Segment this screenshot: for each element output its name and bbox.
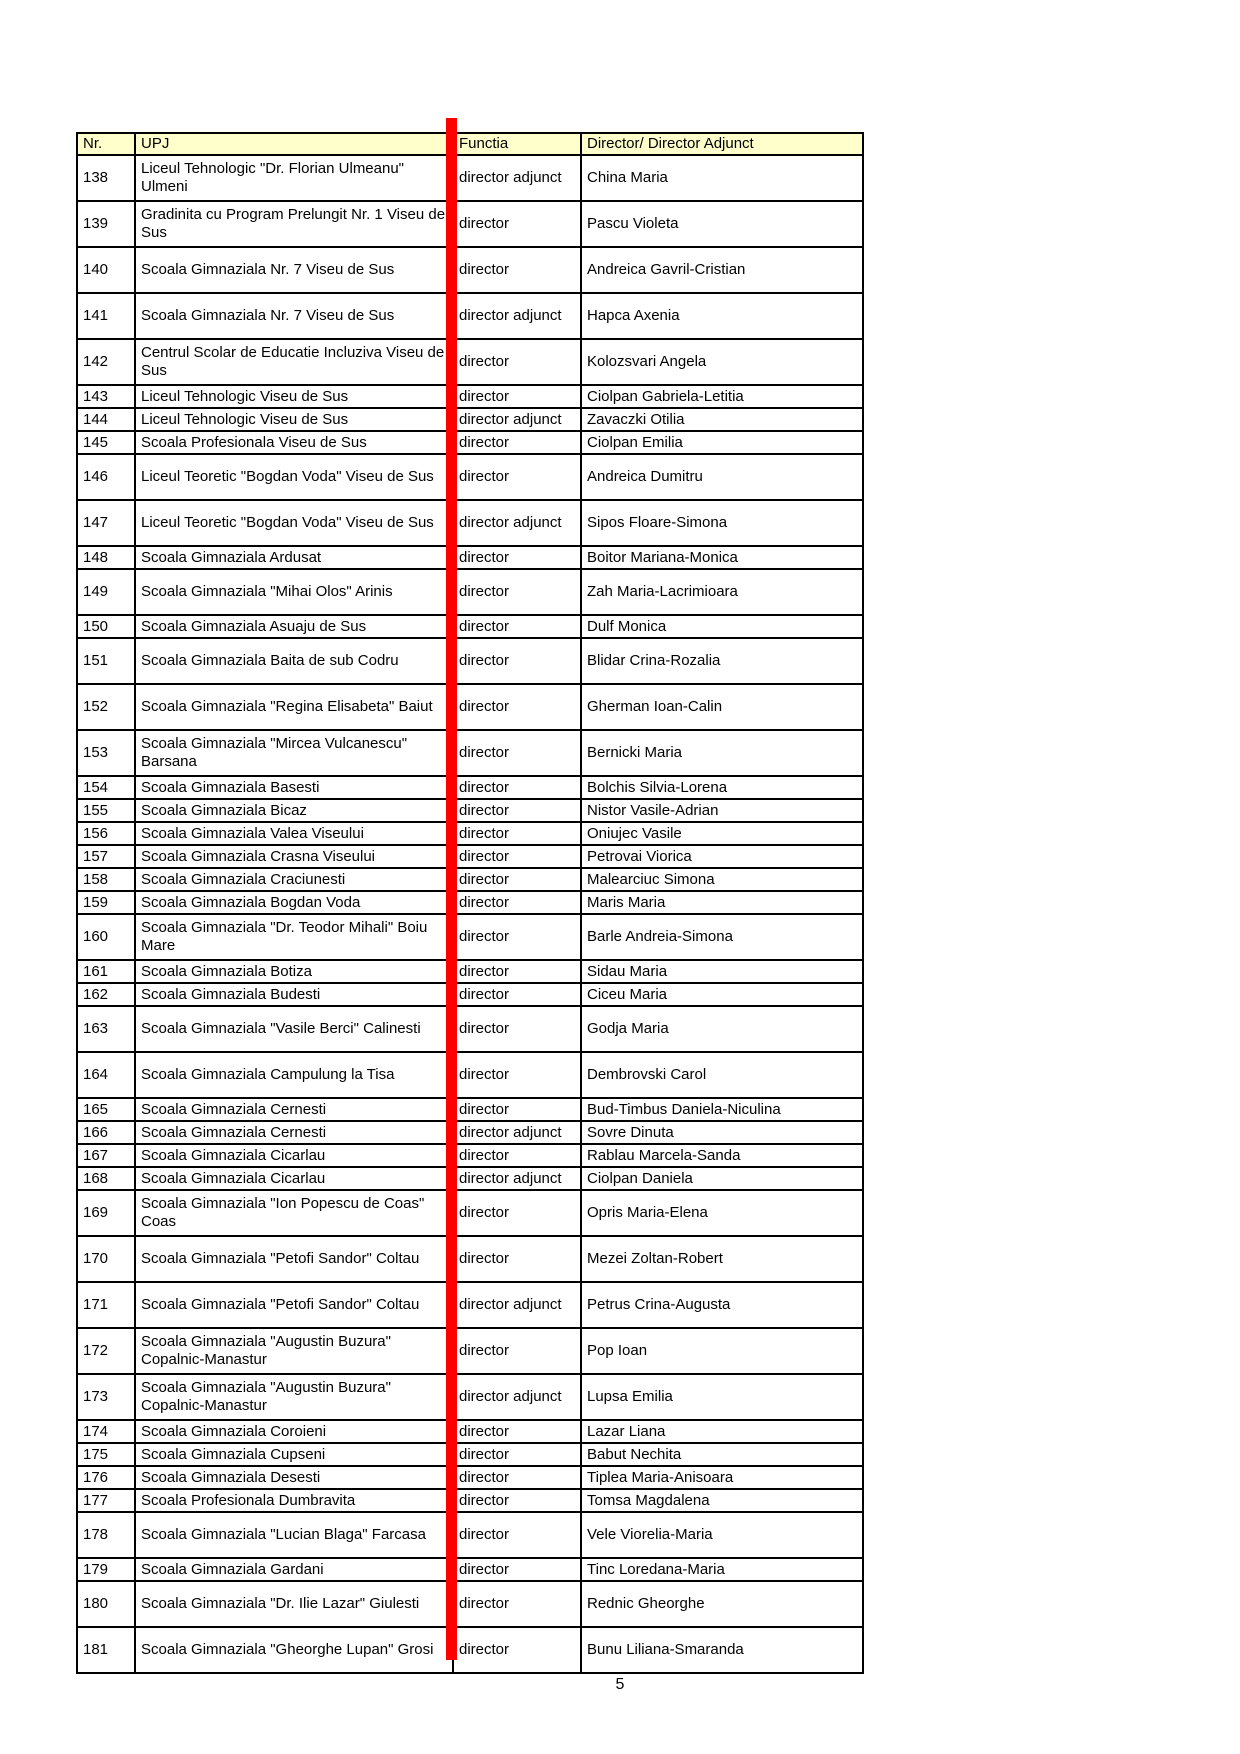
cell-upj: Scoala Gimnaziala Budesti xyxy=(135,983,453,1006)
cell-functia: director xyxy=(453,1558,581,1581)
cell-upj: Scoala Gimnaziala Desesti xyxy=(135,1466,453,1489)
cell-director: China Maria xyxy=(581,155,863,201)
cell-director: Malearciuc Simona xyxy=(581,868,863,891)
cell-nr: 156 xyxy=(77,822,135,845)
cell-upj: Scoala Gimnaziala Nr. 7 Viseu de Sus xyxy=(135,247,453,293)
table-row xyxy=(77,960,863,983)
cell-nr: 146 xyxy=(77,454,135,500)
cell-nr: 148 xyxy=(77,546,135,569)
cell-director: Kolozsvari Angela xyxy=(581,339,863,385)
cell-functia: director xyxy=(453,1144,581,1167)
cell-upj: Scoala Gimnaziala Valea Viseului xyxy=(135,822,453,845)
table-row xyxy=(77,1466,863,1489)
table-row xyxy=(77,684,863,730)
cell-director: Sipos Floare-Simona xyxy=(581,500,863,546)
cell-functia: director xyxy=(453,868,581,891)
table-row xyxy=(77,247,863,293)
cell-nr: 173 xyxy=(77,1374,135,1420)
cell-nr: 142 xyxy=(77,339,135,385)
cell-director: Rablau Marcela-Sanda xyxy=(581,1144,863,1167)
cell-upj: Scoala Gimnaziala Bicaz xyxy=(135,799,453,822)
cell-functia: director xyxy=(453,454,581,500)
cell-upj: Centrul Scolar de Educatie Incluziva Viseu de Sus xyxy=(135,339,453,385)
table-row xyxy=(77,293,863,339)
cell-nr: 176 xyxy=(77,1466,135,1489)
table-row xyxy=(77,983,863,1006)
cell-upj: Scoala Gimnaziala Botiza xyxy=(135,960,453,983)
cell-nr: 180 xyxy=(77,1581,135,1627)
cell-functia: director xyxy=(453,960,581,983)
cell-functia: director xyxy=(453,1581,581,1627)
cell-functia: director xyxy=(453,1098,581,1121)
header-upj: UPJ xyxy=(135,133,453,155)
table-row xyxy=(77,1558,863,1581)
table-row xyxy=(77,201,863,247)
table-row xyxy=(77,546,863,569)
cell-nr: 170 xyxy=(77,1236,135,1282)
cell-nr: 171 xyxy=(77,1282,135,1328)
cell-functia: director xyxy=(453,638,581,684)
cell-nr: 178 xyxy=(77,1512,135,1558)
directors-table xyxy=(76,132,864,1674)
cell-nr: 168 xyxy=(77,1167,135,1190)
cell-functia: director xyxy=(453,730,581,776)
cell-director: Lazar Liana xyxy=(581,1420,863,1443)
table-row xyxy=(77,1190,863,1236)
cell-nr: 144 xyxy=(77,408,135,431)
cell-director: Gherman Ioan-Calin xyxy=(581,684,863,730)
cell-functia: director xyxy=(453,201,581,247)
cell-director: Oniujec Vasile xyxy=(581,822,863,845)
cell-functia: director adjunct xyxy=(453,155,581,201)
cell-upj: Scoala Gimnaziala Crasna Viseului xyxy=(135,845,453,868)
cell-upj: Scoala Gimnaziala Cicarlau xyxy=(135,1167,453,1190)
cell-functia: director xyxy=(453,569,581,615)
cell-director: Blidar Crina-Rozalia xyxy=(581,638,863,684)
cell-director: Sovre Dinuta xyxy=(581,1121,863,1144)
table-row xyxy=(77,454,863,500)
cell-director: Ciceu Maria xyxy=(581,983,863,1006)
cell-upj: Scoala Gimnaziala "Ion Popescu de Coas" Coas xyxy=(135,1190,453,1236)
table-row xyxy=(77,615,863,638)
cell-director: Mezei Zoltan-Robert xyxy=(581,1236,863,1282)
cell-nr: 145 xyxy=(77,431,135,454)
cell-functia: director xyxy=(453,1443,581,1466)
cell-functia: director adjunct xyxy=(453,1121,581,1144)
cell-upj: Scoala Gimnaziala Coroieni xyxy=(135,1420,453,1443)
cell-upj: Scoala Gimnaziala "Mihai Olos" Arinis xyxy=(135,569,453,615)
cell-upj: Liceul Tehnologic Viseu de Sus xyxy=(135,385,453,408)
red-stripe-annotation xyxy=(446,118,457,1660)
cell-director: Bolchis Silvia-Lorena xyxy=(581,776,863,799)
cell-director: Lupsa Emilia xyxy=(581,1374,863,1420)
cell-functia: director xyxy=(453,684,581,730)
cell-nr: 172 xyxy=(77,1328,135,1374)
cell-nr: 153 xyxy=(77,730,135,776)
cell-director: Tomsa Magdalena xyxy=(581,1489,863,1512)
table-row xyxy=(77,1236,863,1282)
cell-upj: Scoala Gimnaziala Basesti xyxy=(135,776,453,799)
cell-functia: director xyxy=(453,1190,581,1236)
cell-upj: Scoala Profesionala Dumbravita xyxy=(135,1489,453,1512)
cell-functia: director xyxy=(453,845,581,868)
cell-upj: Scoala Gimnaziala Campulung la Tisa xyxy=(135,1052,453,1098)
table-row xyxy=(77,155,863,201)
cell-director: Zavaczki Otilia xyxy=(581,408,863,431)
table-body xyxy=(77,155,863,1673)
cell-functia: director xyxy=(453,1006,581,1052)
table-row xyxy=(77,868,863,891)
cell-functia: director adjunct xyxy=(453,1374,581,1420)
cell-nr: 175 xyxy=(77,1443,135,1466)
cell-upj: Scoala Gimnaziala Cernesti xyxy=(135,1121,453,1144)
cell-nr: 179 xyxy=(77,1558,135,1581)
table-row xyxy=(77,1121,863,1144)
cell-upj: Scoala Gimnaziala "Lucian Blaga" Farcasa xyxy=(135,1512,453,1558)
cell-nr: 147 xyxy=(77,500,135,546)
cell-functia: director xyxy=(453,822,581,845)
cell-functia: director adjunct xyxy=(453,1282,581,1328)
table-row xyxy=(77,385,863,408)
cell-director: Ciolpan Gabriela-Letitia xyxy=(581,385,863,408)
cell-functia: director xyxy=(453,247,581,293)
cell-nr: 165 xyxy=(77,1098,135,1121)
cell-upj: Scoala Gimnaziala "Vasile Berci" Calinesti xyxy=(135,1006,453,1052)
table-row xyxy=(77,1098,863,1121)
cell-nr: 152 xyxy=(77,684,135,730)
cell-nr: 143 xyxy=(77,385,135,408)
cell-director: Petrus Crina-Augusta xyxy=(581,1282,863,1328)
cell-upj: Liceul Teoretic "Bogdan Voda" Viseu de Sus xyxy=(135,454,453,500)
cell-upj: Scoala Gimnaziala Ardusat xyxy=(135,546,453,569)
cell-nr: 157 xyxy=(77,845,135,868)
cell-nr: 159 xyxy=(77,891,135,914)
cell-functia: director xyxy=(453,1236,581,1282)
header-functia: Functia xyxy=(453,133,581,155)
cell-director: Dulf Monica xyxy=(581,615,863,638)
table-row xyxy=(77,1627,863,1673)
table-row xyxy=(77,822,863,845)
cell-nr: 155 xyxy=(77,799,135,822)
header-director: Director/ Director Adjunct xyxy=(581,133,863,155)
cell-nr: 174 xyxy=(77,1420,135,1443)
cell-upj: Scoala Gimnaziala "Augustin Buzura" Copalnic-Manastur xyxy=(135,1374,453,1420)
cell-upj: Scoala Gimnaziala "Regina Elisabeta" Baiut xyxy=(135,684,453,730)
cell-director: Bernicki Maria xyxy=(581,730,863,776)
cell-functia: director adjunct xyxy=(453,500,581,546)
table-row xyxy=(77,1282,863,1328)
cell-functia: director xyxy=(453,1052,581,1098)
cell-upj: Scoala Gimnaziala Cernesti xyxy=(135,1098,453,1121)
cell-upj: Liceul Teoretic "Bogdan Voda" Viseu de Sus xyxy=(135,500,453,546)
cell-upj: Scoala Gimnaziala Cupseni xyxy=(135,1443,453,1466)
cell-upj: Scoala Gimnaziala Bogdan Voda xyxy=(135,891,453,914)
table-row xyxy=(77,914,863,960)
cell-upj: Scoala Gimnaziala "Petofi Sandor" Coltau xyxy=(135,1236,453,1282)
cell-director: Maris Maria xyxy=(581,891,863,914)
table-row xyxy=(77,1328,863,1374)
cell-director: Bud-Timbus Daniela-Niculina xyxy=(581,1098,863,1121)
header-nr: Nr. xyxy=(77,133,135,155)
table-row xyxy=(77,638,863,684)
cell-functia: director adjunct xyxy=(453,1167,581,1190)
cell-nr: 167 xyxy=(77,1144,135,1167)
cell-upj: Scoala Gimnaziala Craciunesti xyxy=(135,868,453,891)
cell-functia: director xyxy=(453,983,581,1006)
cell-functia: director xyxy=(453,1420,581,1443)
cell-functia: director xyxy=(453,1489,581,1512)
cell-nr: 162 xyxy=(77,983,135,1006)
cell-nr: 138 xyxy=(77,155,135,201)
cell-director: Boitor Mariana-Monica xyxy=(581,546,863,569)
cell-director: Opris Maria-Elena xyxy=(581,1190,863,1236)
cell-upj: Scoala Gimnaziala "Augustin Buzura" Copalnic-Manastur xyxy=(135,1328,453,1374)
table-row xyxy=(77,1144,863,1167)
table-row xyxy=(77,1374,863,1420)
cell-functia: director xyxy=(453,914,581,960)
cell-upj: Scoala Gimnaziala "Dr. Teodor Mihali" Boiu Mare xyxy=(135,914,453,960)
cell-functia: director adjunct xyxy=(453,293,581,339)
cell-nr: 139 xyxy=(77,201,135,247)
cell-functia: director xyxy=(453,776,581,799)
table-row xyxy=(77,408,863,431)
cell-director: Zah Maria-Lacrimioara xyxy=(581,569,863,615)
cell-upj: Scoala Gimnaziala Asuaju de Sus xyxy=(135,615,453,638)
table-row xyxy=(77,1512,863,1558)
cell-functia: director adjunct xyxy=(453,408,581,431)
table-row xyxy=(77,891,863,914)
cell-director: Petrovai Viorica xyxy=(581,845,863,868)
cell-director: Vele Viorelia-Maria xyxy=(581,1512,863,1558)
cell-nr: 151 xyxy=(77,638,135,684)
table-row xyxy=(77,1420,863,1443)
cell-nr: 154 xyxy=(77,776,135,799)
cell-nr: 158 xyxy=(77,868,135,891)
cell-upj: Scoala Gimnaziala Baita de sub Codru xyxy=(135,638,453,684)
cell-nr: 164 xyxy=(77,1052,135,1098)
cell-upj: Gradinita cu Program Prelungit Nr. 1 Viseu de Sus xyxy=(135,201,453,247)
table-row xyxy=(77,799,863,822)
table-row xyxy=(77,431,863,454)
table-row xyxy=(77,1052,863,1098)
cell-functia: director xyxy=(453,385,581,408)
table-row xyxy=(77,569,863,615)
table-row xyxy=(77,1167,863,1190)
cell-director: Andreica Gavril-Cristian xyxy=(581,247,863,293)
table-row xyxy=(77,339,863,385)
table-row xyxy=(77,1581,863,1627)
cell-nr: 181 xyxy=(77,1627,135,1673)
cell-director: Ciolpan Daniela xyxy=(581,1167,863,1190)
cell-upj: Scoala Gimnaziala "Mircea Vulcanescu" Barsana xyxy=(135,730,453,776)
table-row xyxy=(77,1489,863,1512)
cell-functia: director xyxy=(453,1466,581,1489)
cell-director: Andreica Dumitru xyxy=(581,454,863,500)
cell-director: Tiplea Maria-Anisoara xyxy=(581,1466,863,1489)
cell-functia: director xyxy=(453,339,581,385)
cell-functia: director xyxy=(453,1512,581,1558)
cell-nr: 163 xyxy=(77,1006,135,1052)
cell-director: Pascu Violeta xyxy=(581,201,863,247)
header-row xyxy=(77,133,863,155)
cell-nr: 177 xyxy=(77,1489,135,1512)
cell-upj: Scoala Gimnaziala Cicarlau xyxy=(135,1144,453,1167)
table-row xyxy=(77,1006,863,1052)
cell-director: Barle Andreia-Simona xyxy=(581,914,863,960)
cell-functia: director xyxy=(453,615,581,638)
cell-director: Pop Ioan xyxy=(581,1328,863,1374)
cell-functia: director xyxy=(453,431,581,454)
cell-nr: 166 xyxy=(77,1121,135,1144)
cell-upj: Scoala Gimnaziala "Dr. Ilie Lazar" Giulesti xyxy=(135,1581,453,1627)
cell-director: Dembrovski Carol xyxy=(581,1052,863,1098)
cell-nr: 161 xyxy=(77,960,135,983)
table-row xyxy=(77,500,863,546)
cell-director: Godja Maria xyxy=(581,1006,863,1052)
cell-nr: 169 xyxy=(77,1190,135,1236)
cell-functia: director xyxy=(453,546,581,569)
cell-upj: Liceul Tehnologic Viseu de Sus xyxy=(135,408,453,431)
cell-director: Bunu Liliana-Smaranda xyxy=(581,1627,863,1673)
cell-director: Rednic Gheorghe xyxy=(581,1581,863,1627)
cell-nr: 149 xyxy=(77,569,135,615)
cell-director: Tinc Loredana-Maria xyxy=(581,1558,863,1581)
cell-functia: director xyxy=(453,799,581,822)
cell-nr: 150 xyxy=(77,615,135,638)
cell-director: Ciolpan Emilia xyxy=(581,431,863,454)
cell-functia: director xyxy=(453,891,581,914)
cell-functia: director xyxy=(453,1627,581,1673)
cell-upj: Liceul Tehnologic "Dr. Florian Ulmeanu" Ulmeni xyxy=(135,155,453,201)
cell-director: Babut Nechita xyxy=(581,1443,863,1466)
table-row xyxy=(77,730,863,776)
table-row xyxy=(77,1443,863,1466)
cell-director: Hapca Axenia xyxy=(581,293,863,339)
cell-upj: Scoala Gimnaziala "Gheorghe Lupan" Grosi xyxy=(135,1627,453,1673)
cell-nr: 140 xyxy=(77,247,135,293)
table-row xyxy=(77,776,863,799)
cell-upj: Scoala Gimnaziala "Petofi Sandor" Coltau xyxy=(135,1282,453,1328)
cell-upj: Scoala Profesionala Viseu de Sus xyxy=(135,431,453,454)
cell-nr: 141 xyxy=(77,293,135,339)
page-number: 5 xyxy=(615,1676,625,1693)
cell-upj: Scoala Gimnaziala Gardani xyxy=(135,1558,453,1581)
cell-upj: Scoala Gimnaziala Nr. 7 Viseu de Sus xyxy=(135,293,453,339)
cell-director: Nistor Vasile-Adrian xyxy=(581,799,863,822)
table-row xyxy=(77,845,863,868)
cell-nr: 160 xyxy=(77,914,135,960)
cell-functia: director xyxy=(453,1328,581,1374)
cell-director: Sidau Maria xyxy=(581,960,863,983)
